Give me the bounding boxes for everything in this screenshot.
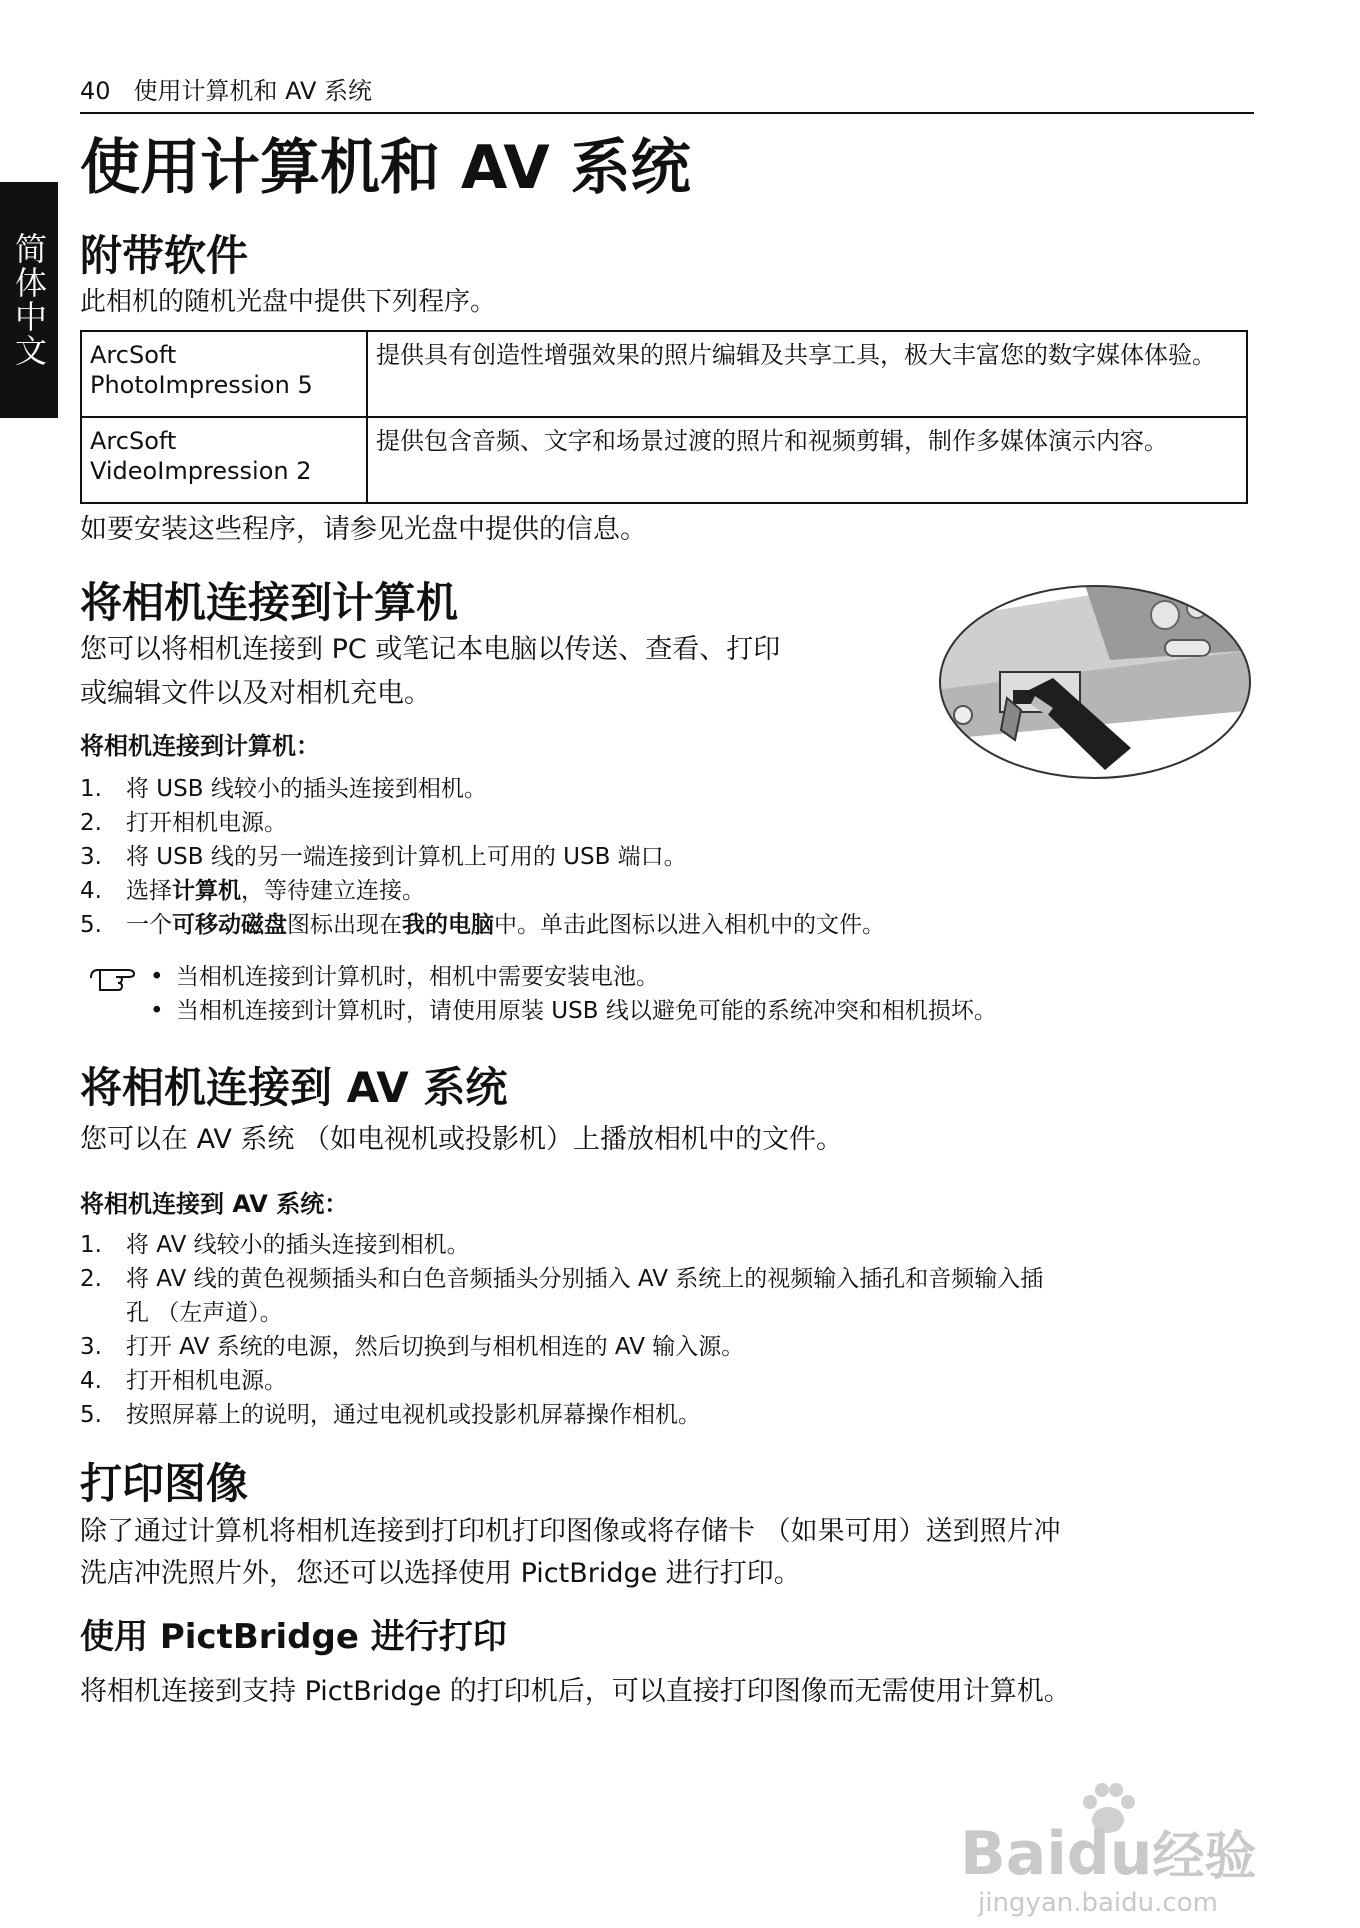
software-product: PhotoImpression 5 (90, 371, 313, 399)
subheading-connect-av: 将相机连接到 AV 系统： (80, 1190, 349, 1218)
heading-print-images: 打印图像 (80, 1459, 249, 1508)
heading-connect-av: 将相机连接到 AV 系统 (80, 1063, 508, 1112)
connect-pc-steps (80, 772, 885, 942)
software-intro: 此相机的随机光盘中提供下列程序。 (80, 287, 497, 317)
list-item: 4. 选择计算机，等待建立连接。 (80, 878, 425, 904)
list-item: 3. 将 USB 线的另一端连接到计算机上可用的 USB 端口。 (80, 844, 687, 870)
print-intro-1: 除了通过计算机将相机连接到打印机打印图像或将存储卡 （如果可用）送到照片冲 (80, 1516, 1061, 1547)
list-item: 1. 将 AV 线较小的插头连接到相机。 (80, 1232, 470, 1258)
page-number: 40 (80, 77, 111, 105)
heading-pictbridge: 使用 PictBridge 进行打印 (80, 1617, 507, 1657)
camera-usb-illustration (935, 580, 1255, 785)
software-name-cell (81, 331, 367, 417)
subheading-connect-pc: 将相机连接到计算机： (80, 732, 320, 760)
watermark-url: jingyan.baidu.com (978, 1888, 1218, 1918)
print-intro-2: 洗店冲洗照片外，您还可以选择使用 PictBridge 进行打印。 (80, 1558, 801, 1589)
table-row (81, 417, 1247, 503)
list-item: 4. 打开相机电源。 (80, 1368, 287, 1394)
header-rule (80, 112, 1254, 114)
running-header (80, 76, 372, 106)
software-desc-cell: 提供包含音频、文字和场景过渡的照片和视频剪辑，制作多媒体演示内容。 (367, 417, 1247, 503)
software-name-cell (81, 417, 367, 503)
connect-pc-intro-1: 您可以将相机连接到 PC 或笔记本电脑以传送、查看、打印 (80, 634, 781, 665)
note-list (150, 960, 997, 1028)
connect-av-intro: 您可以在 AV 系统 （如电视机或投影机）上播放相机中的文件。 (80, 1124, 843, 1155)
baidu-watermark (960, 1780, 1290, 1920)
list-item: 5. 按照屏幕上的说明，通过电视机或投影机屏幕操作相机。 (80, 1402, 701, 1428)
pictbridge-intro: 将相机连接到支持 PictBridge 的打印机后，可以直接打印图像而无需使用计算机。 (80, 1676, 1071, 1707)
list-item: 2. 将 AV 线的黄色视频插头和白色音频插头分别插入 AV 系统上的视频输入插孔和音频输入插 孔 （左声道）。 (80, 1266, 1044, 1326)
software-product: VideoImpression 2 (90, 457, 312, 485)
heading-software: 附带软件 (80, 231, 249, 280)
software-vendor: ArcSoft (90, 427, 177, 455)
list-item: 3. 打开 AV 系统的电源，然后切换到与相机相连的 AV 输入源。 (80, 1334, 745, 1360)
connect-av-steps (80, 1228, 1260, 1432)
heading-connect-pc: 将相机连接到计算机 (80, 578, 459, 627)
note-item: • 当相机连接到计算机时，请使用原装 USB 线以避免可能的系统冲突和相机损坏。 (150, 998, 997, 1024)
software-outro: 如要安装这些程序，请参见光盘中提供的信息。 (80, 514, 647, 545)
list-item: 2. 打开相机电源。 (80, 810, 287, 836)
running-title: 使用计算机和 AV 系统 (133, 77, 373, 105)
connect-pc-intro-2: 或编辑文件以及对相机充电。 (80, 678, 431, 709)
watermark-logo: Baidu经验 (960, 1819, 1257, 1889)
software-table (80, 330, 1248, 504)
list-item: 1. 将 USB 线较小的插头连接到相机。 (80, 776, 487, 802)
software-vendor: ArcSoft (90, 341, 177, 369)
software-desc-cell: 提供具有创造性增强效果的照片编辑及共享工具，极大丰富您的数字媒体体验。 (367, 331, 1247, 417)
table-row (81, 331, 1247, 417)
note-hand-icon (88, 964, 138, 994)
page-title: 使用计算机和 AV 系统 (80, 133, 691, 203)
language-tab-label: 简体中文 (10, 232, 48, 368)
note-item: • 当相机连接到计算机时，相机中需要安装电池。 (150, 964, 659, 990)
language-tab (0, 182, 58, 418)
list-item: 5. 一个可移动磁盘图标出现在我的电脑中。单击此图标以进入相机中的文件。 (80, 912, 885, 938)
